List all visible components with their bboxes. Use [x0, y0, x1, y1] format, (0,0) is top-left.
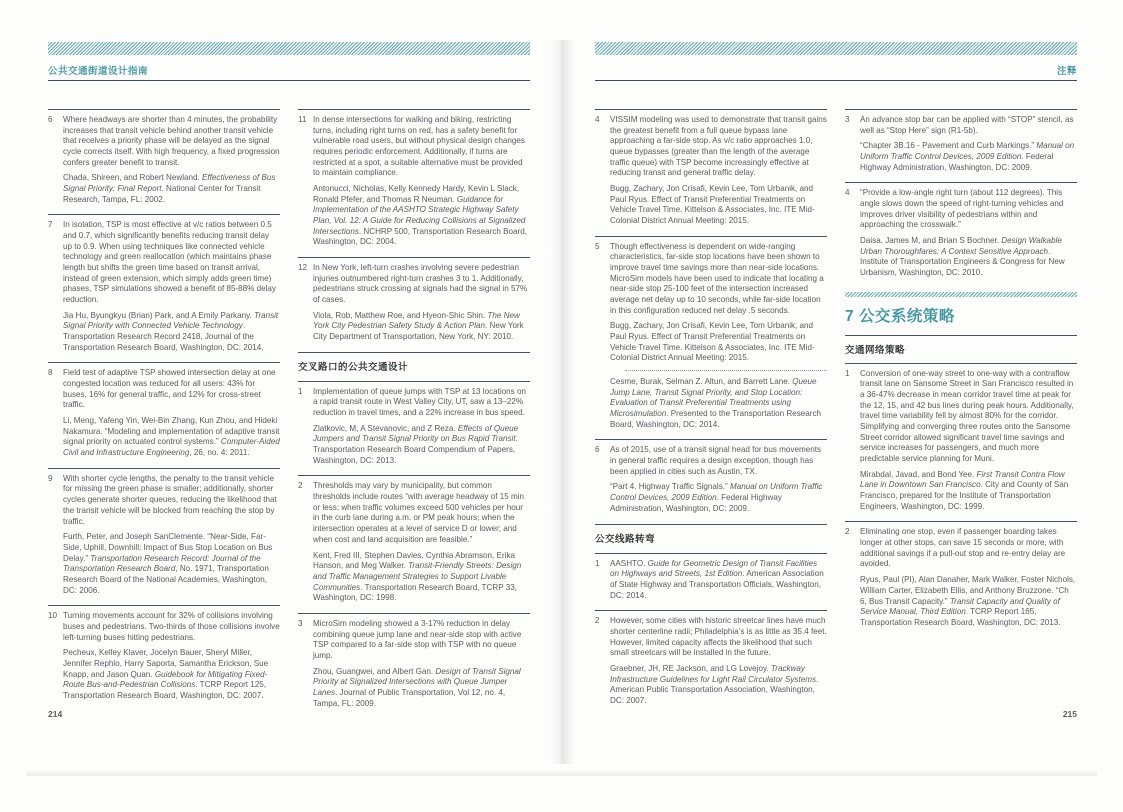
citation-title: Computer-Aided Civil and Infrastructure Engineering [63, 437, 280, 458]
endnote-text [860, 188, 1077, 278]
endnote [845, 522, 1077, 637]
text-run: Though effectiveness is dependent on wide-ranging characteristics, far-side stop locations have been shown to improve travel time savings more than near-side locations. MicroSim models have been used to indicate that locating a near-side stop 25-100 feet of the intersection increased average net delay up to 10 seconds, while far-side location in this configuration reduced net delay .5 seconds. [610, 241, 824, 315]
text-run: “Part 4. Highway Traffic Signals.” [610, 482, 730, 492]
citation-title: Guidance for Implementation of the AASHTO Strategic Highway Safety Plan, Vol. 12: A Guide for Reducing Collisions at Signalized Intersections [313, 194, 526, 236]
text-run: . Federal Highway Administration, Washington, DC: 2009. [610, 493, 782, 513]
notes-column [595, 109, 827, 716]
page-header-row [595, 55, 1077, 77]
header-rule [595, 80, 1077, 81]
endnote [595, 237, 827, 440]
endnote-number: 7 [48, 220, 53, 230]
endnote-number: 2 [845, 527, 850, 537]
page-header-row [48, 55, 530, 77]
endnote-text [313, 115, 530, 248]
text-run: AASHTO. [610, 558, 648, 568]
header-hatch-band [595, 42, 1077, 55]
note-paragraph [860, 527, 1077, 570]
endnote-number: 11 [298, 115, 307, 124]
note-paragraph [63, 115, 280, 168]
text-run: Zhou, Guangwei, and Albert Gan. [313, 666, 436, 676]
endnote-text [610, 445, 827, 514]
note-citation [313, 551, 530, 604]
citation-title: Transit Signal Priority with Connected Vehicle Technology [63, 310, 279, 331]
citation-title: Manual on Uniform Traffic Control Devices, 2009 Edition [610, 482, 823, 503]
endnote [845, 183, 1077, 287]
endnote-text [610, 616, 827, 706]
endnote [48, 469, 280, 605]
text-run: In New York, left-turn crashes involving severe pedestrian injuries outnumbered right-turn crashes 3 to 1. Additionally, pedestrians struck crossing at signals had the signal in 57% of cases. [313, 263, 528, 305]
note-paragraph [313, 387, 530, 419]
note-citation [313, 424, 530, 467]
note-paragraph [860, 115, 1077, 136]
endnote-text [313, 619, 530, 709]
endnote [48, 215, 280, 362]
endnote [845, 364, 1077, 522]
text-run: “Chapter 3B.16 - Pavement and Curb Markings.” [860, 141, 1037, 151]
note-citation [610, 184, 827, 227]
endnote [595, 440, 827, 523]
endnote-text [610, 559, 827, 602]
text-run: Cesme, Burak, Selman Z. Altun, and Barrett Lane. [610, 377, 793, 387]
note-citation [860, 236, 1077, 279]
text-run: . Federal Highway Administration, Washington, DC: 2009. [860, 152, 1054, 172]
notes-column [298, 109, 530, 718]
text-run: . American Association of State Highway and Transportation Officials, Washington, DC: 2014. [610, 569, 824, 600]
endnote-number: 8 [48, 368, 53, 378]
citation-title: Transit-Friendly Streets: Design and Traffic Management Strategies to Support Livable Communities [313, 561, 522, 592]
text-run: Daisa, James M, and Brian S Bochner. [860, 236, 1002, 246]
section-subheading: 交通网络策略 [845, 344, 906, 356]
endnote-text [63, 474, 280, 596]
text-run: , No. 1971, Transportation Research Board of the National Academies, Washington, DC: 2006. [63, 564, 269, 595]
notes-column [48, 109, 280, 718]
note-citation [63, 173, 280, 205]
text-run: Kent, Fred III, Stephen Davies, Cynthia Abramson, Erika Hanson, and Meg Walker. [313, 550, 515, 571]
running-header-title: 公共交通街道设计指南 [48, 66, 149, 77]
citation-title: Design Walkable Urban Thoroughfares: A Context Sensitive Approach [860, 236, 1062, 256]
note-paragraph [610, 559, 827, 602]
note-citation [860, 575, 1077, 628]
endnote-text [63, 115, 280, 205]
text-run: Thresholds may vary by municipality, but common thresholds include routes “with average headway of 15 min or less; when traffic volumes exceed 500 vehicles per hour in the curb lane during a.m. or PM peak hours; when the intersection operates at a level of service D or lower; and when cost and land acquisition are feasible.” [313, 481, 525, 544]
text-run: Field test of adaptive TSP showed intersection delay at one congested location was reduced for all users: 43% for buses, 16% for general traffic, and 12% for cross-street traffic. [63, 368, 276, 410]
text-run: . Presented to the Transportation Research Board, Washington, DC: 2014. [610, 409, 822, 429]
endnote-number: 4 [595, 115, 600, 124]
endnote-text [610, 115, 827, 227]
text-run: Zlatkovic, M, A Stevanovic, and Z Reza. [313, 423, 458, 433]
text-run: VISSIM modeling was used to demonstrate that transit gains the greatest benefit from a full queue bypass lane approaching a far-side stop. As v/c ratio approaches 1.0, queue bypasses (greater than the length of the average traffic queue) with TSP become increasingly effective at reducing transit and general traffic delay. [610, 115, 827, 178]
text-run: . TCRP Report 125, Transportation Research Board, Washington, DC: 2007. [63, 680, 267, 700]
endnote-text [63, 220, 280, 353]
citation-title: First Transit Contra Flow Lane in Downtown San Francisco [860, 469, 1065, 490]
note-paragraph [860, 188, 1077, 231]
chapter-title: 7 公交系统策略 [845, 307, 955, 325]
text-run: Turning movements account for 32% of collisions involving buses and pedestrians. Two-thirds of those collisions involve left-turning buses hitting pedestrians. [63, 611, 280, 642]
note-paragraph [63, 474, 280, 527]
endnote-number: 3 [298, 618, 303, 628]
endnote [48, 606, 280, 710]
text-run: Graebner, JH, RE Jackson, and LG Lovejoy. [610, 663, 771, 673]
citation-title: Manual on Uniform Traffic Control Devices, 2009 Edition [860, 141, 1075, 162]
endnote-text [63, 611, 280, 701]
text-run: In dense intersections for walking and biking, restricting turns, including right turns on red, has a safety benefit for vulnerable road users, but without physical design changes requires periodic enforcement. Additionally, if turns are restricted at a spot, a suitable alternative must be provided to maintain compliance. [313, 115, 525, 178]
endnote [845, 110, 1077, 182]
endnote-number: 4 [845, 188, 850, 198]
endnote-number: 12 [298, 263, 308, 273]
text-run: Li, Meng, Yafeng Yin, Wei-Bin Zhang, Kun Zhou, and Hideki Nakamura. “Modeling and implementation of adaptive transit signal priority on actuated control systems.” [63, 416, 280, 447]
citation-dotted-separator [625, 370, 827, 371]
endnote-text [313, 387, 530, 467]
endnote [595, 554, 827, 611]
note-citation [63, 648, 280, 701]
endnote [48, 110, 280, 214]
endnote-text [860, 115, 1077, 173]
text-run: As of 2015, use of a transit signal head for bus movements in general traffic requires a design exception, though has been applied in cities such as Austin, TX. [610, 445, 822, 476]
note-paragraph [610, 445, 827, 477]
columns [48, 109, 530, 718]
text-run: . Institute of Transportation Engineers & Congress for New Urbanism, Washington, DC: 2010. [860, 246, 1065, 278]
endnote [298, 110, 530, 257]
text-run: Antonucci, Nicholas, Kelly Kennedy Hardy, Kevin L Slack, Ronald Pfefer, and Thomas R Neuman. [313, 184, 520, 204]
text-run: Eliminating one stop, even if passenger boarding takes longer at other stops, can save 15 seconds or more, with additional savings if a pull-out stop and re-entry delay are avoided. [860, 527, 1066, 569]
note-paragraph [610, 115, 827, 179]
note-paragraph [313, 263, 530, 306]
text-run: . NCHRP 500, Transportation Research Board, Washington, DC: 2004. [313, 226, 527, 247]
endnote-number: 3 [845, 115, 850, 124]
header-hatch-band [48, 42, 530, 55]
text-run: . American Public Transportation Association, Washington, DC: 2007. [610, 674, 819, 705]
note-citation [860, 141, 1077, 173]
text-run: Furth, Peter, and Joseph SanClemente. “Near-Side, Far-Side, Uphill, Downhill: Impact of Bus Stop Location on Bus Delay.” [63, 532, 273, 563]
endnote-number: 1 [845, 368, 850, 378]
note-citation [313, 667, 530, 710]
notes-column [845, 109, 1077, 716]
section-subheading: 交叉路口的公共交通设计 [298, 361, 409, 373]
text-run: . New York City Department of Transportation, New York, NY: 2010. [313, 321, 524, 342]
header-rule [48, 80, 530, 81]
endnote-number: 6 [595, 445, 600, 455]
note-paragraph [860, 369, 1077, 465]
note-paragraph [313, 619, 530, 662]
endnote [298, 258, 530, 352]
endnote-number: 6 [48, 115, 53, 124]
text-run: . City and County of San Francisco, prepared for the Institute of Transportation Engineers, Washington, DC: 1999. [860, 480, 1069, 511]
citation-title: Design of Transit Signal Priority at Signalized Intersections with Queue Jumper Lanes [313, 666, 521, 697]
note-citation [860, 470, 1077, 513]
endnote-text [63, 368, 280, 458]
note-paragraph [610, 616, 827, 659]
citation-title: Transportation Research Record: Journal of the Transportation Research Board [63, 553, 261, 574]
endnote-number: 10 [48, 611, 58, 621]
text-run: Bugg, Zachary, Jon Crisafi, Kevin Lee, Tom Urbanik, and Paul Ryus. Effect of Transit Preferential Treatments on Vehicle Travel Time. Kittelson & Associates, Inc. ITE Mid-Colonial District Annual Meeting: 2015. [610, 321, 815, 363]
endnote-number: 9 [48, 473, 53, 483]
citation-title: Guidebook for Mitigating Fixed-Route Bus-and-Pedestrian Collisions [63, 669, 268, 690]
citation-title: Trackway Infrastructure Guidelines for Light Rail Circulator Systems [610, 663, 817, 684]
note-citation [610, 321, 827, 364]
endnote [298, 614, 530, 718]
text-run: Mirabdal, Javad, and Bond Yee. [860, 469, 977, 479]
endnote-text [313, 481, 530, 603]
text-run: Jia Hu, Byungkyu (Brian) Park, and A Emily Parkany. [63, 310, 255, 320]
note-paragraph [63, 220, 280, 305]
note-paragraph [313, 115, 530, 179]
text-run: An advance stop bar can be applied with “STOP” stencil, as well as “Stop Here” sign (R1-5b). [860, 115, 1074, 135]
page-number: 214 [48, 709, 63, 719]
note-citation [63, 311, 280, 354]
note-citation [610, 482, 827, 514]
text-run: With shorter cycle lengths, the penalty to the transit vehicle for missing the green phase is smaller; additionally, shorter cycles generate shorter queues, reducing the likelihood that the transit vehicle will be blocked from reaching the stop by traffic. [63, 473, 277, 526]
text-run: “Provide a low-angle right turn (about 112 degrees). This angle slows down the speed of right-turning vehicles and improves driver visibility of pedestrians within and approaching the crosswalk.” [860, 188, 1064, 230]
endnote-number: 5 [595, 241, 600, 251]
text-run: . Journal of Public Transportation, Vol 12, no. 4, Tampa, FL: 2009. [313, 687, 506, 708]
endnote [298, 476, 530, 612]
endnote [298, 382, 530, 476]
citation-title: Effects of Queue Jumpers and Transit Signal Priority on Bus Rapid Transit [313, 423, 519, 444]
endnote-number: 2 [298, 481, 303, 491]
text-run: . TCRP Report 165, Transportation Research Board, Washington, DC: 2013. [860, 607, 1061, 627]
text-run: Chada, Shireen, and Robert Newland. [63, 173, 203, 183]
note-citation [610, 377, 827, 430]
text-run: In isolation, TSP is most effective at v/c ratios between 0.5 and 0.7, which significantly benefits reducing transit delay up to 0.9. When using techniques like connected vehicle technology and green reallocation (which maintains phase length but shifts the green time based on transit arrival, instead of green extension, which simply adds green time) phases, TSP simulations showed a benefit of 85-88% delay reduction. [63, 220, 276, 305]
text-run: Viola, Rob, Matthew Roe, and Hyeon-Shic Shin. [313, 310, 488, 320]
note-paragraph [313, 481, 530, 545]
text-run: Bugg, Zachary, Jon Crisafi, Kevin Lee, Tom Urbanik, and Paul Ryus. Effect of Transit Preferential Treatments on Vehicle Travel Time. Kittelson & Associates, Inc. ITE Mid-Colonial District Annual Meeting: 2015. [610, 184, 815, 226]
page-number: 215 [1062, 709, 1077, 719]
text-run: . National Center for Transit Research, Tampa, FL: 2002. [63, 184, 261, 204]
endnote-number: 1 [298, 386, 303, 396]
text-run: . Transportation Research Board Compendium of Papers, Washington, DC: 2013. [313, 434, 518, 465]
note-paragraph [63, 368, 280, 411]
endnote-text [860, 369, 1077, 513]
page-left-content [0, 42, 561, 812]
page-right [562, 0, 1123, 770]
endnote [48, 363, 280, 467]
endnote-number: 2 [595, 616, 600, 626]
note-citation [313, 184, 530, 248]
note-paragraph [610, 242, 827, 317]
running-header-title: 注释 [1056, 66, 1077, 77]
note-citation [63, 416, 280, 459]
page-left [0, 0, 561, 770]
section-subheading: 公交线路转弯 [595, 533, 656, 545]
endnote-number: 1 [595, 558, 600, 568]
note-paragraph [63, 611, 280, 643]
citation-title: The New York City Pedestrian Safety Study & Action Plan [313, 310, 520, 331]
citation-title: Queue Jump Lane, Transit Signal Priority, and Stop Location: Evaluation of Transit Preferential Treatments using Microsimulation [610, 377, 817, 419]
page-right-content [562, 42, 1123, 812]
endnote-text [860, 527, 1077, 628]
endnote-text [313, 263, 530, 343]
note-citation [610, 664, 827, 707]
text-run: MicroSim modeling showed a 3-17% reduction in delay combining queue jump lane and near-side stop with active TSP compared to a far-side stop with TSP with no queue jump. [313, 618, 522, 660]
endnote [595, 611, 827, 715]
citation-title: Effectiveness of Bus Signal Priority: Final Report [63, 173, 276, 194]
columns [595, 109, 1077, 716]
text-run: Where headways are shorter than 4 minutes, the probability increases that transit vehicle behind another transit vehicle that receives a priority phase will be delayed as the signal cycle corrects itself. With high frequency, a fixed progression confers greater benefit to transit. [63, 115, 280, 167]
citation-title: Guide for Geometric Design of Transit Facilities on Highways and Streets, 1st Edition [610, 558, 818, 579]
text-run: . Transportation Research Board, TCRP 33, Washington, DC: 1998. [313, 582, 517, 603]
text-run: Implementation of queue jumps with TSP at 13 locations on a rapid transit route in West Valley City, UT, saw a 13–22% reduction in travel times, and a 22% increase in bus speed. [313, 386, 526, 418]
citation-title: Transit Capacity and Quality of Service Manual, Third Edition [860, 596, 1060, 617]
text-run: . Transportation Research Record 2418, Journal of the Transportation Research Board, Washington, DC: 2014. [63, 321, 264, 352]
note-citation [313, 311, 530, 343]
text-run: However, some cities with historic streetcar lines have much shorter centerline radii; Philadelphia’s is as little as 35.4 feet. However, limited capacity affects the likelihood that such small streetcars will be installed in the future. [610, 616, 827, 658]
note-citation [63, 532, 280, 596]
text-run: Pecheux, Kelley Klaver, Jocelyn Bauer, Sheryl Miller, Jennifer Rephlo, Harry Saporta, Samantha Erickson, Sue Knapp, and Jason Quan. [63, 648, 269, 679]
text-run: Conversion of one-way street to one-way with a contraflow transit lane on Sansome Street in San Francisco resulted in a 36-47% decrease in mean corridor travel time at peak for the 12, 15, and 42 bus lines during peak hours. Additionally, travel time variability fell by almost 80% for the corridor. Simplifying and converging three routes onto the Sansome Street corridor allowed significant travel time savings and service increases for passengers, and much more predictable service planning for Muni. [860, 368, 1074, 464]
text-run: , 26, no. 4: 2011. [189, 448, 250, 458]
text-run: Ryus, Paul (PI), Alan Danaher, Mark Walker, Foster Nichols, William Carter, Elizabeth Ellis, and Anthony Bruzzone. “Ch 6, Bus Transit Capacity.” [860, 575, 1076, 606]
endnote-text [610, 242, 827, 431]
endnote [595, 110, 827, 236]
